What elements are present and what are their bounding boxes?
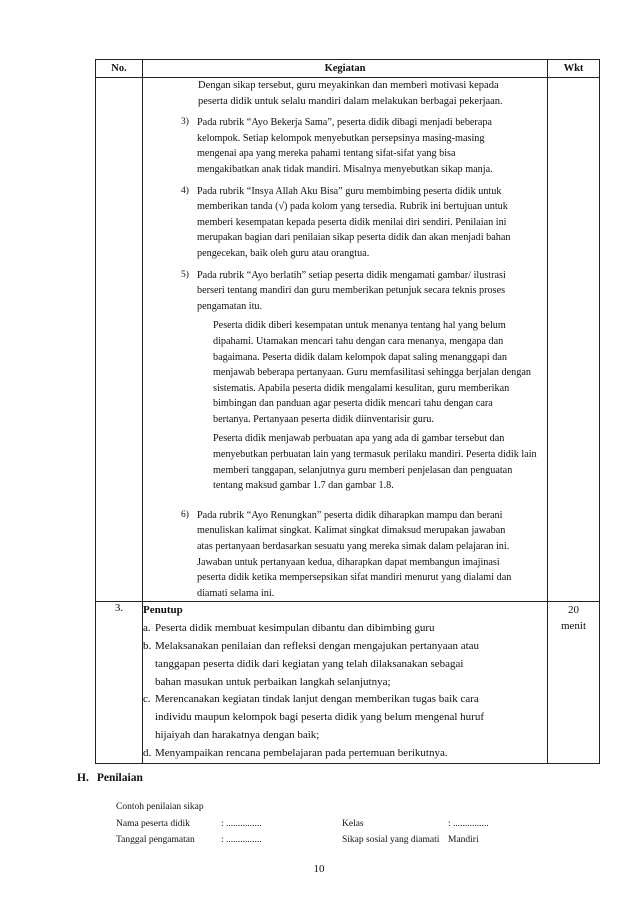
step-line: Pada rubrik “Insya Allah Aku Bisa” guru membimbing peserta didik untuk xyxy=(197,185,502,197)
section-label: H. xyxy=(77,772,89,784)
step-line: berseri tentang mandiri dan guru memberikan petunjuk secara teknis proses xyxy=(197,285,506,297)
step-line: atas pertanyaan berdasarkan sesuatu yang mereka simak dalam pelajaran ini. xyxy=(197,541,510,553)
step-line: Pada rubrik “Ayo Renungkan” peserta didik diharapkan mampu dan berani xyxy=(197,509,503,521)
cell-wkt-3 xyxy=(548,602,600,763)
contoh-row: Nama peserta didik : ............... Kelas : ............... xyxy=(116,818,489,829)
step-line: kelompok. Setiap kelompok menyebutkan persepsinya masing-masing xyxy=(197,132,485,144)
header-wkt: Wkt xyxy=(548,60,600,78)
step-number: 6) xyxy=(181,509,189,520)
step-line: diamati selama ini. xyxy=(197,587,275,599)
step-line: pengamatan itu. xyxy=(197,300,263,312)
paragraph-line: bagaimana. Peserta didik dalam kelompok dapat saling menanggapi dan xyxy=(213,351,507,363)
activity-table xyxy=(95,59,600,764)
paragraph-line: memberi tanggapan, selanjutnya guru memberi penjelasan dan penguatan xyxy=(213,464,513,476)
paragraph-line: menjawab beberapa pertanyaan. Guru memfasilitasi sehingga berjalan dengan xyxy=(213,367,531,379)
step-line: merupakan bagian dari penilaian sikap peserta didik dan akan menjadi bahan xyxy=(197,232,511,244)
step-line: Pada rubrik “Ayo berlatih” setiap peserta didik mengamati gambar/ ilustrasi xyxy=(197,269,506,281)
step-number: 3) xyxy=(181,117,189,128)
penutup-item: d. Menyampaikan rencana pembelajaran pada pertemuan berikutnya. xyxy=(143,746,448,759)
cell-no-empty xyxy=(96,78,143,602)
paragraph-line: Peserta didik diberi kesempatan untuk menanya tentang hal yang belum xyxy=(213,320,506,332)
step-line: pengecekan, baik oleh guru atau orangtua. xyxy=(197,247,370,259)
table-header-row xyxy=(96,60,600,78)
table-row-penutup xyxy=(96,602,600,763)
paragraph-line: bertanya. Pertanyaan peserta didik diinventarisir guru. xyxy=(213,413,434,425)
paragraph-line: tentang maksud gambar 1.7 dan gambar 1.8. xyxy=(213,480,394,492)
step-line: peserta didik ketika mempersepsikan sifat mandiri menurut yang dialami dan xyxy=(197,572,512,584)
section-heading-penilaian xyxy=(77,772,143,784)
paragraph-line: bimbingan dan panduan agar peserta didik mencari tahu dengan cara xyxy=(213,398,493,410)
step-number: 4) xyxy=(181,185,189,196)
section-title: Penilaian xyxy=(96,772,143,784)
header-no: No. xyxy=(96,60,143,78)
header-kegiatan: Kegiatan xyxy=(143,60,548,78)
penutup-item: c. Merencanakan kegiatan tindak lanjut dengan memberikan tugas baik cara individu maupun kelompok bagi peserta didik yang belum mengenal huruf hijaiyah dan harakatnya dengan baik; xyxy=(143,693,485,741)
table-row-inti xyxy=(96,78,600,602)
paragraph-line: Peserta didik menjawab perbuatan apa yang ada di gambar tersebut dan xyxy=(213,433,505,445)
penutup-title: Penutup xyxy=(143,604,183,617)
step-line: mengakibatkan anak tidak mandiri. Misalnya menyebutkan sikap manja. xyxy=(197,163,493,175)
cell-no-3: 3. xyxy=(96,602,143,763)
step-line: memberi kesempatan kepada peserta didik menilai diri sendiri. Penilaian ini xyxy=(197,216,507,228)
step-number: 5) xyxy=(181,269,189,280)
step-line: Jawaban untuk pertanyaan kedua, diharapkan dapat membangun imajinasi xyxy=(197,556,500,568)
penutup-item: a. Peserta didik membuat kesimpulan dibantu dan dibimbing guru xyxy=(143,622,435,635)
continuation-line: Dengan sikap tersebut, guru meyakinkan dan memberi motivasi kepada xyxy=(198,80,499,91)
paragraph-menjawab xyxy=(143,431,547,493)
cell-kegiatan-inti xyxy=(143,78,548,602)
step-6 xyxy=(143,508,547,602)
cell-kegiatan-penutup xyxy=(143,602,548,763)
step-4 xyxy=(143,184,547,262)
step-3 xyxy=(143,115,547,177)
step-line: Pada rubrik “Ayo Bekerja Sama”, peserta didik dibagi menjadi beberapa xyxy=(197,117,492,129)
contoh-penilaian xyxy=(116,799,548,849)
penutup-item: b. Melaksanakan penilaian dan refleksi dengan mengajukan pertanyaan atau tanggapan peserta didik dari kegiatan yang telah dilaksanakan sebagai bahan masukan untuk perbaikan langkah selanjutnya; xyxy=(143,640,480,688)
paragraph-line: dipahami. Utamakan mencari tahu dengan cara menanya, mengapa dan xyxy=(213,335,504,347)
paragraph-line: sistematis. Apabila peserta didik mengalami kesulitan, guru memberikan xyxy=(213,382,510,394)
page-number: 10 xyxy=(313,863,325,875)
step-line: mengenai apa yang mereka pahami tentang sifat-sifat yang bisa xyxy=(197,148,456,160)
continuation-line: peserta didik untuk selalu mandiri dalam melakukan berbagai pekerjaan. xyxy=(198,95,503,107)
cell-wkt-empty xyxy=(548,78,600,602)
paragraph-menanya xyxy=(143,318,547,427)
contoh-title: Contoh penilaian sikap xyxy=(116,802,204,812)
paragraph-line: menyebutkan perbuatan lain yang termasuk perilaku mandiri. Peserta didik lain xyxy=(213,449,537,461)
wkt-value: 20 xyxy=(568,604,579,617)
step-line: menuliskan kalimat singkat. Kalimat singkat dimaksud merupakan jawaban xyxy=(197,525,506,537)
wkt-unit: menit xyxy=(560,620,587,633)
contoh-row: Tanggal pengamatan : ............... Sikap sosial yang diamati Mandiri xyxy=(116,835,479,845)
step-5 xyxy=(143,268,547,315)
step-line: memberikan tanda (√) pada kolom yang tersedia. Rubrik ini bertujuan untuk xyxy=(197,201,508,213)
